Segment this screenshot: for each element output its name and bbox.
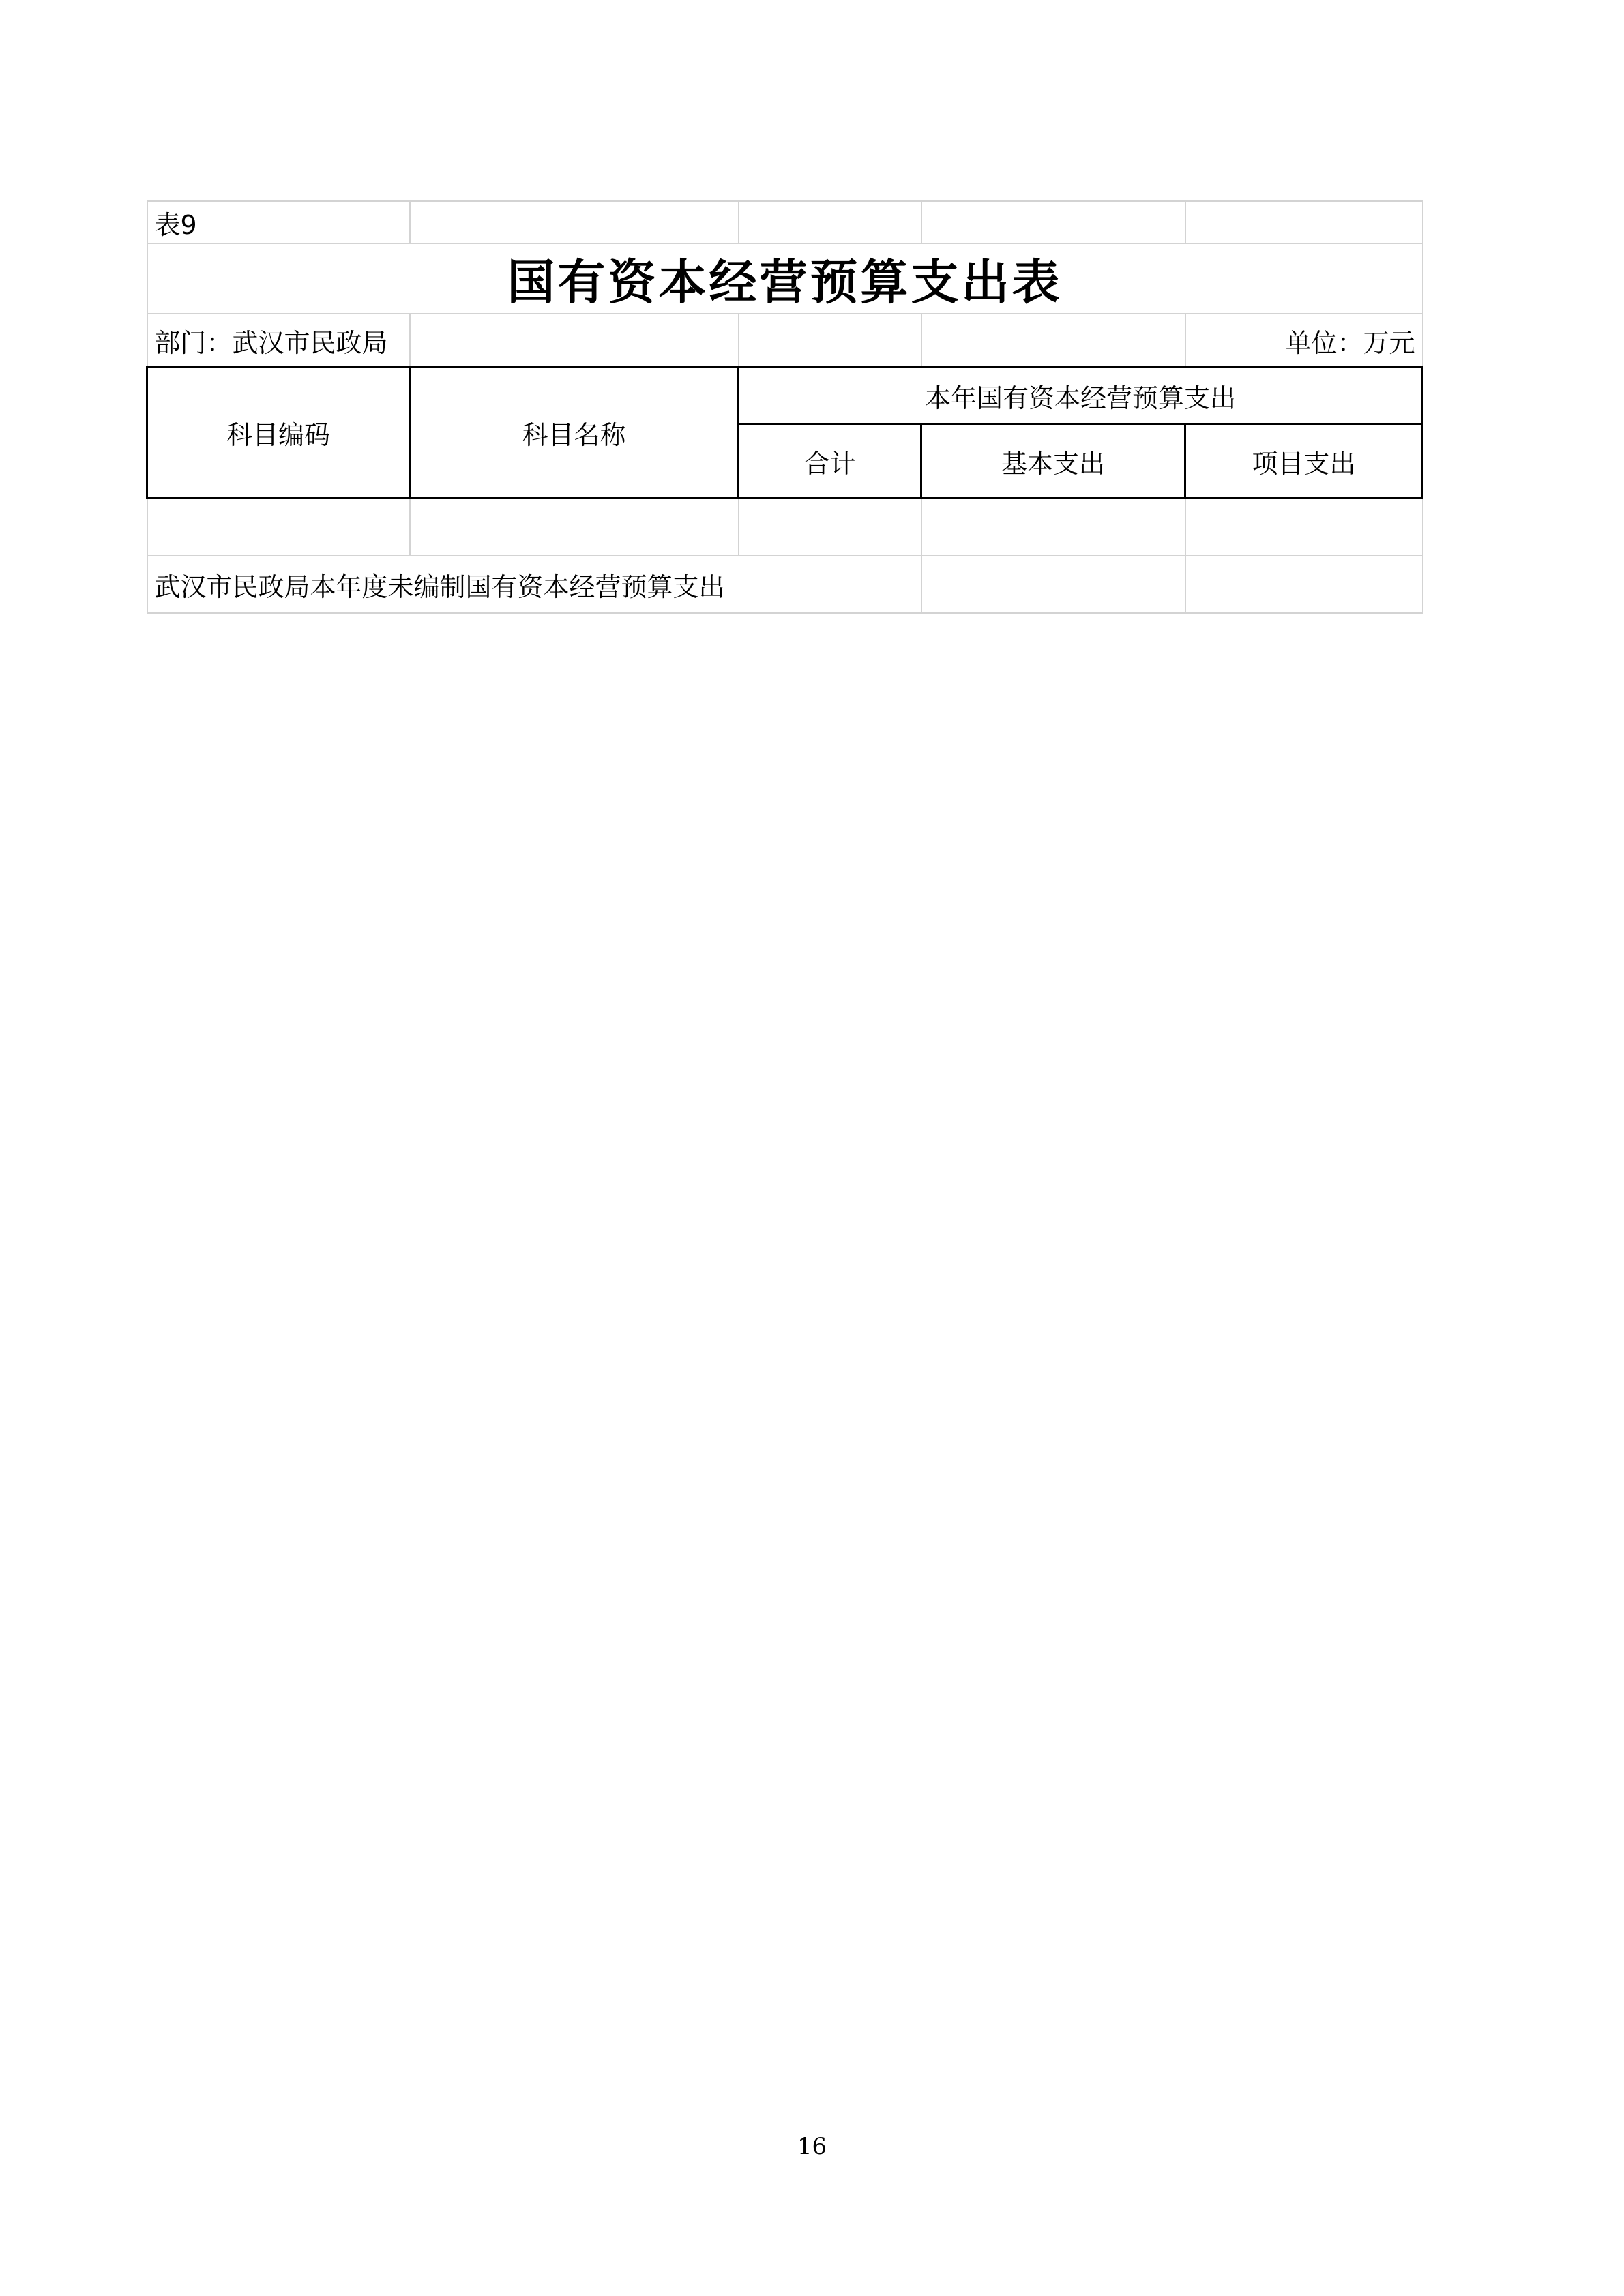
header-group: 本年国有资本经营预算支出 [739, 368, 1423, 424]
title-row [147, 243, 1423, 314]
header-subject-code: 科目编码 [147, 368, 410, 498]
header-basic: 基本支出 [921, 424, 1185, 498]
table-label-row [147, 201, 1423, 243]
table-label: 表9 [147, 201, 410, 243]
table-title: 国有资本经营预算支出表 [147, 243, 1423, 314]
table-row [147, 498, 1423, 556]
header-project: 项目支出 [1185, 424, 1423, 498]
header-subject-name: 科目名称 [410, 368, 739, 498]
note-row [147, 556, 1423, 613]
header-total: 合计 [739, 424, 921, 498]
department-label: 部门：武汉市民政局 [147, 314, 410, 368]
table-note: 武汉市民政局本年度未编制国有资本经营预算支出 [147, 556, 921, 613]
header-row-1 [147, 368, 1423, 424]
budget-table [146, 200, 1423, 614]
department-row [147, 314, 1423, 368]
page-number: 16 [797, 2133, 827, 2160]
unit-label: 单位：万元 [1185, 314, 1423, 368]
